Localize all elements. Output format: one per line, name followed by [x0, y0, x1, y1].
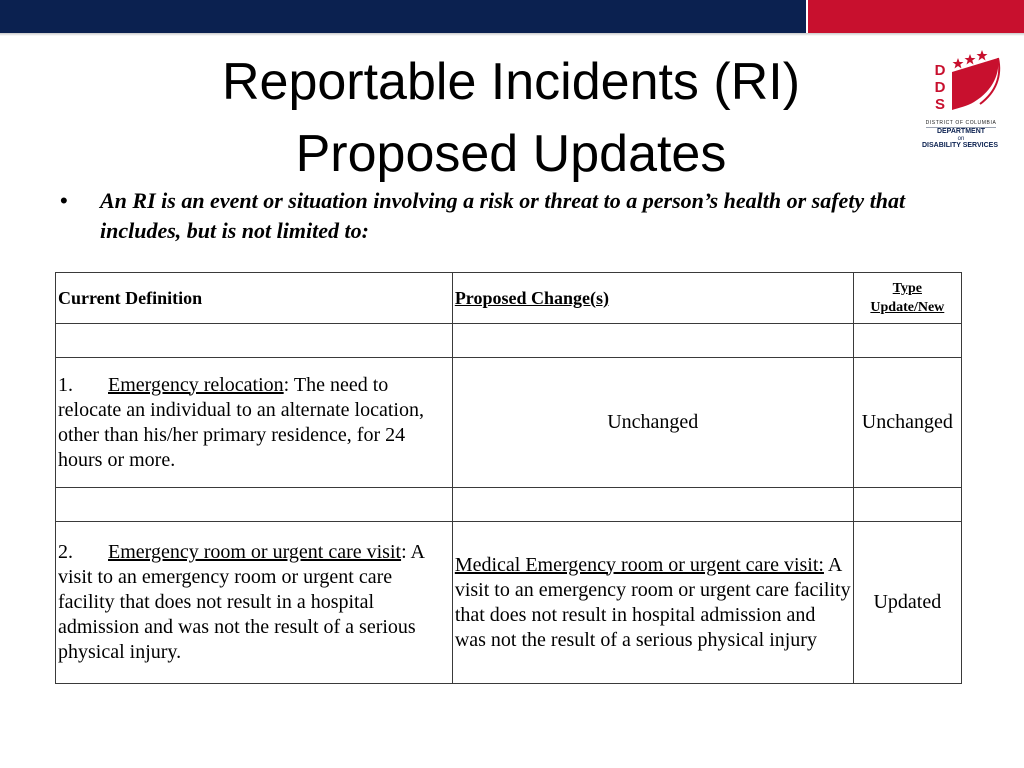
dds-logo-letters — [932, 62, 948, 113]
row-number: 2. — [58, 541, 73, 563]
table-spacer-row — [56, 488, 962, 522]
logo-letter-d2: D — [934, 79, 946, 96]
table-row — [56, 522, 962, 684]
row-term: Emergency relocation — [108, 373, 284, 396]
dds-logo — [914, 48, 1006, 152]
logo-letter-s: S — [934, 96, 945, 113]
row-term: Emergency room or urgent care visit — [108, 541, 402, 563]
table-spacer-row — [56, 324, 962, 358]
header-bar-shadow — [0, 33, 1024, 36]
header-bar-red — [808, 0, 1024, 33]
table-header-row — [56, 273, 962, 324]
proposed-change-cell — [452, 522, 853, 684]
header-bar-navy — [0, 0, 806, 33]
proposed-change-cell — [452, 358, 853, 488]
header-proposed-changes — [452, 273, 853, 324]
type-cell: Updated — [853, 522, 961, 684]
table-row — [56, 358, 962, 488]
row-number: 1. — [58, 373, 73, 396]
proposed-text: A visit to an emergency room or urgent care facility that does not result in hospital admission and was not the result of a serious physical injury — [454, 553, 851, 651]
current-definition-cell — [56, 522, 453, 684]
proposed-text: Unchanged — [607, 411, 699, 433]
logo-disability-text: DISABILITY SERVICES — [922, 142, 998, 149]
header-proposed-label: Proposed Change(s) — [454, 287, 609, 308]
bullet-point-icon: • — [60, 188, 68, 213]
logo-letter-d1: D — [934, 62, 946, 79]
logo-district-text: DISTRICT OF COLUMBIA — [925, 120, 997, 126]
header-current-definition: Current Definition — [56, 273, 453, 324]
slide-title-line1: Reportable Incidents (RI) — [221, 53, 801, 111]
ri-table — [55, 272, 962, 684]
slide-title — [120, 46, 902, 190]
slide-title-line2: Proposed Updates — [295, 125, 727, 183]
type-cell: Unchanged — [853, 358, 961, 488]
header-type — [853, 273, 961, 324]
row-definition: : A visit to an emergency room or urgent care facility that does not result in a hospital admission and was not the result of a serious physical injury. — [58, 541, 424, 663]
row-definition: : The need to relocate an individual to an alternate location, other than his/her primary residence, for 24 hours or more. — [58, 373, 424, 471]
dds-flag-icon — [950, 50, 1004, 116]
header-type-line2: Update/New — [870, 300, 945, 315]
bullet-text: An RI is an event or situation involving a risk or threat to a person’s health or safety that includes, but is not limited to: — [100, 188, 906, 243]
proposed-term: Medical Emergency room or urgent care visit: — [454, 553, 824, 576]
logo-on-text: on — [957, 136, 965, 142]
current-definition-cell — [56, 358, 453, 488]
logo-department-text: DEPARTMENT — [936, 128, 986, 135]
header-type-line1: Type — [892, 281, 922, 296]
